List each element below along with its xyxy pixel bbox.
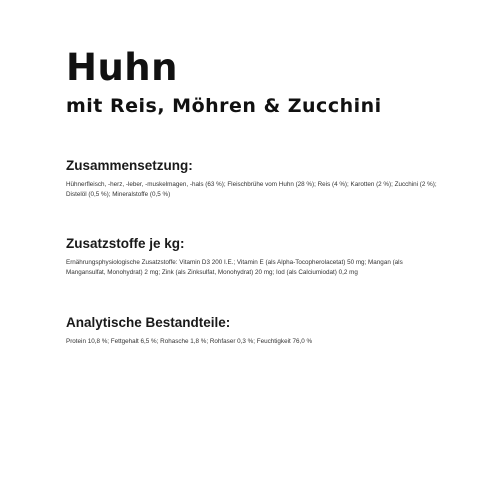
product-title: Huhn [66,46,178,89]
composition-heading: Zusammensetzung: [66,158,193,173]
additives-text: Ernährungsphysiologische Zusatzstoffe: Vitamin D3 200 I.E.; Vitamin E (als Alpha-Tocopherolacetat) 50 mg; Mangan (als Mangansulfat, Monohydrat) 2 mg; Zink (als Zinksulfat, Monohydrat) 20 mg; Iod (als Calciumiodat) 0,2 mg [66,259,403,276]
composition-text: Hühnerfleisch, -herz, -leber, -muskelmagen, -hals (63 %); Fleischbrühe vom Huhn (28 %); Reis (4 %); Karotten (2 %); Zucchini (2 %); Distelöl (0,5 %); Mineralstoffe (0,5 %) [66,181,437,198]
product-subtitle: mit Reis, Möhren & Zucchini [66,95,382,117]
analytical-section [66,314,438,347]
composition-section [66,157,438,200]
additives-section [66,235,438,278]
analytical-text: Protein 10,8 %; Fettgehalt 6,5 %; Rohasche 1,8 %; Rohfaser 0,3 %; Feuchtigkeit 76,0 % [66,338,313,345]
analytical-heading: Analytische Bestandteile: [66,315,231,330]
additives-heading: Zusatzstoffe je kg: [66,236,185,251]
